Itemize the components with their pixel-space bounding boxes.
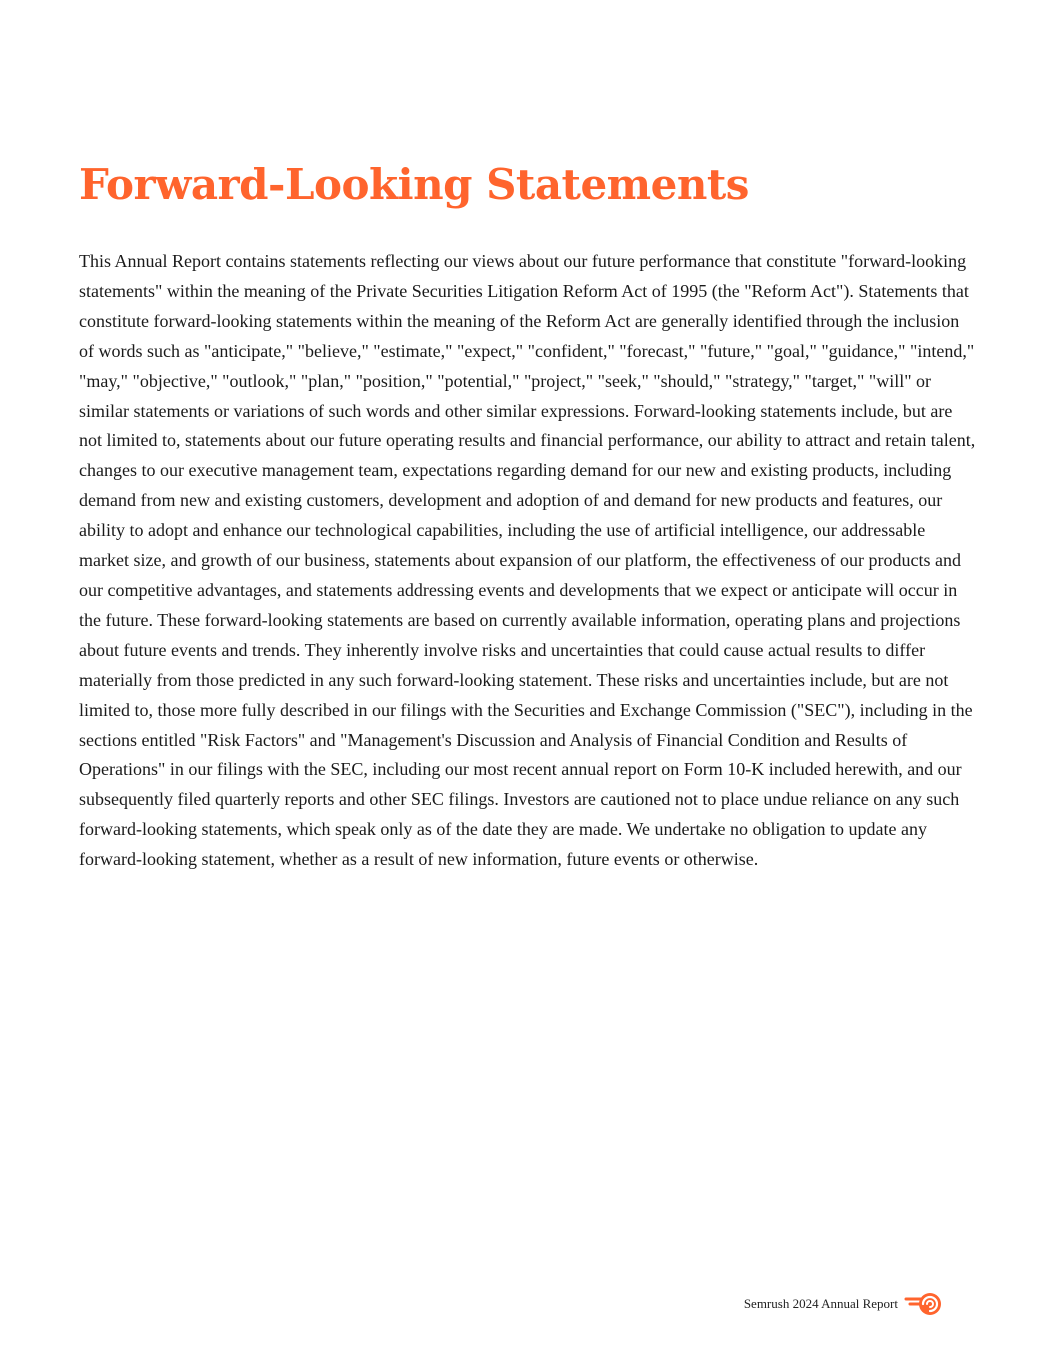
body-paragraph: This Annual Report contains statements reflecting our views about our future performance that constitute "forward-looking statements" within the meaning of the Private Securities Litigation Reform Act of 1995 (the "Reform Act"). Statements that constitute forward-looking statements within the meaning of the Reform Act are generally identified through the inclusion of words such as "anticipate," "believe," "estimate," "expect," "confident," "forecast," "future," "goal," "guidance," "intend," "may," "objective," "outlook," "plan," "position," "potential," "project," "seek," "should," "strategy," "target," "will" or similar statements or variations of such words and other similar expressions. Forward-looking statements include, but are not limited to, statements about our future operating results and financial performance, our ability to attract and retain talent, changes to our executive management team, expectations regarding demand for our new and existing products, including demand from new and existing customers, development and adoption of and demand for new products and features, our ability to adopt and enhance our technological capabilities, including the use of artificial intelligence, our addressable market size, and growth of our business, statements about expansion of our platform, the effectiveness of our products and our competitive advantages, and statements addressing events and developments that we expect or anticipate will occur in the future. These forward-looking statements are based on currently available information, operating plans and projections about future events and trends. They inherently involve risks and uncertainties that could cause actual results to differ materially from those predicted in any such forward-looking statement. These risks and uncertainties include, but are not limited to, those more fully described in our filings with the Securities and Exchange Commission ("SEC"), including in the sections entitled "Risk Factors" and "Management's Discussion and Analysis of Financial Condition and Results of Operations" in our filings with the SEC, including our most recent annual report on Form 10-K included herewith, and our subsequently filed quarterly reports and other SEC filings. Investors are cautioned not to place undue reliance on any such forward-looking statements, which speak only as of the date they are made. We undertake no obligation to update any forward-looking statement, whether as a result of new information, future events or otherwise. [79,251,976,870]
footer-label: Semrush 2024 Annual Report [743,1296,898,1311]
semrush-logo-icon [904,1290,944,1318]
page-footer [744,1290,944,1318]
page-title: Forward-Looking Statements [79,160,749,209]
